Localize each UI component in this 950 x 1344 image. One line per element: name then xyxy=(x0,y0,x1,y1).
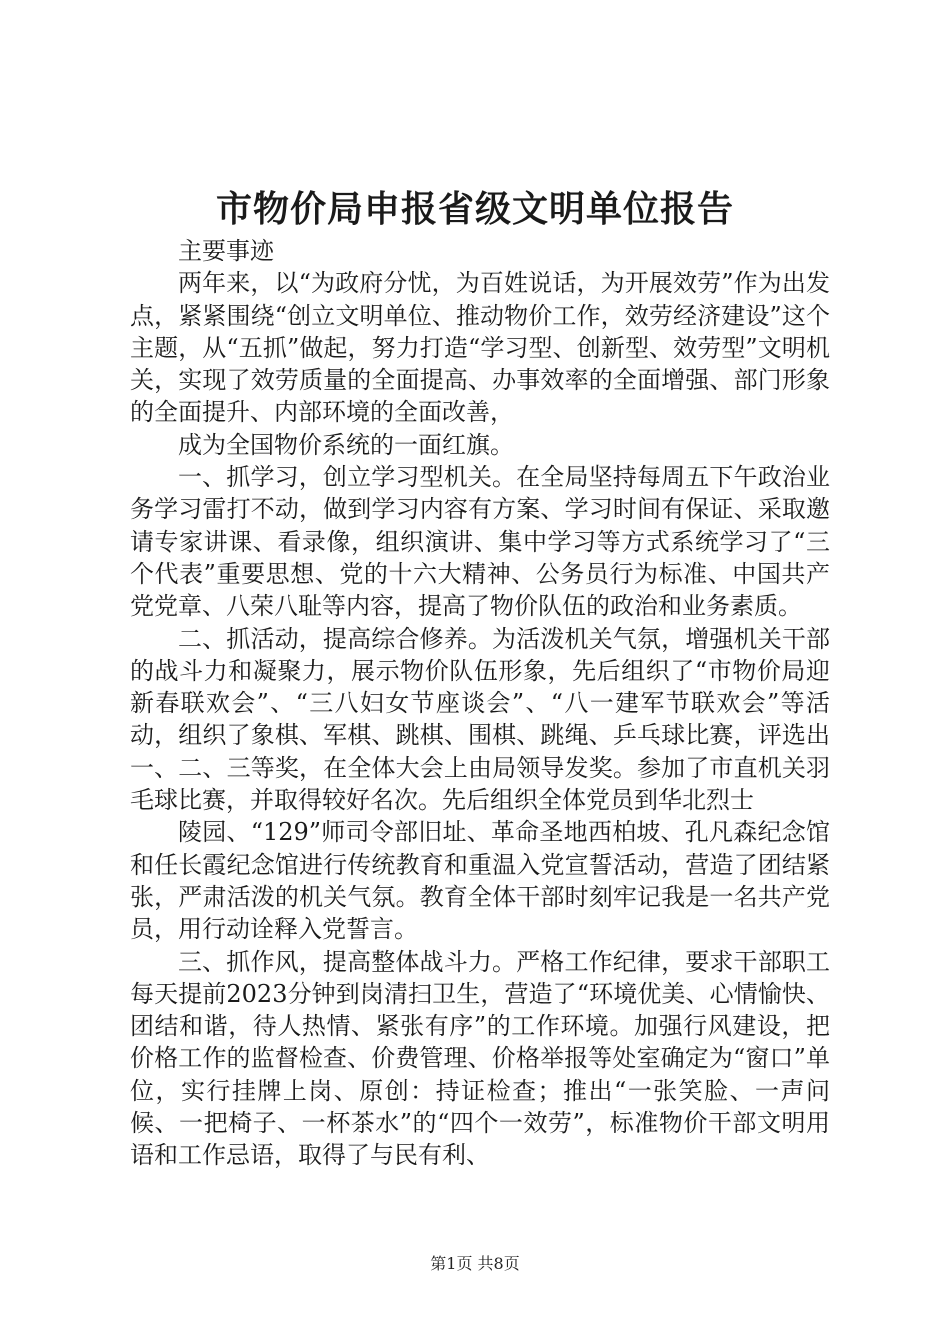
section-heading: 主要事迹 xyxy=(178,237,274,265)
paragraph: 二、抓活动，提高综合修养。为活泼机关气氛，增强机关干部的战斗力和凝聚力，展示物价队伍形象，先后组织了“市物价局迎新春联欢会”、“三八妇女节座谈会”、“八一建军节联欢会”等活动，组织了象棋、军棋、跳棋、围棋、跳绳、乒乓球比赛，评选出一、二、三等奖，在全体大会上由局领导发奖。参加了市直机关羽毛球比赛，并取得较好名次。先后组织全体党员到华北烈士 xyxy=(130,624,830,815)
paragraph: 陵园、“129”师司令部旧址、革命圣地西柏坡、孔凡森纪念馆和任长霞纪念馆进行传统教育和重温入党宣誓活动，营造了团结紧张，严肃活泼的机关气氛。教育全体干部时刻牢记我是一名共产党员，用行动诠释入党誓言。 xyxy=(130,818,830,944)
paragraph: 三、抓作风，提高整体战斗力。严格工作纪律，要求干部职工每天提前2023分钟到岗清扫卫生，营造了“环境优美、心情愉快、团结和谐，待人热情、紧张有序”的工作环境。加强行风建设，把价格工作的监督检查、价费管理、价格举报等处室确定为“窗口”单位，实行挂牌上岗、原创：持证检查；推出“一张笑脸、一声问候、一把椅子、一杯茶水”的“四个一效劳”，标准物价干部文明用语和工作忌语，取得了与民有利、 xyxy=(130,947,830,1170)
document-title: 市物价局申报省级文明单位报告 xyxy=(215,188,734,230)
page-footer: 第1页 共8页 xyxy=(430,1254,520,1273)
document-body xyxy=(130,235,830,1172)
paragraph: 两年来，以“为政府分忧，为百姓说话，为开展效劳”作为出发点，紧紧围绕“创立文明单位、推动物价工作，效劳经济建设”这个主题，从“五抓”做起，努力打造“学习型、创新型、效劳型”文明机关，实现了效劳质量的全面提高、办事效率的全面增强、部门形象的全面提升、内部环境的全面改善， xyxy=(130,269,830,427)
paragraph: 成为全国物价系统的一面红旗。 xyxy=(178,430,514,459)
paragraph: 一、抓学习，创立学习型机关。在全局坚持每周五下午政治业务学习雷打不动，做到学习内容有方案、学习时间有保证、采取邀请专家讲课、看录像，组织演讲、集中学习等方式系统学习了“三个代表”重要思想、党的十六大精神、公务员行为标准、中国共产党党章、八荣八耻等内容，提高了物价队伍的政治和业务素质。 xyxy=(130,463,830,621)
